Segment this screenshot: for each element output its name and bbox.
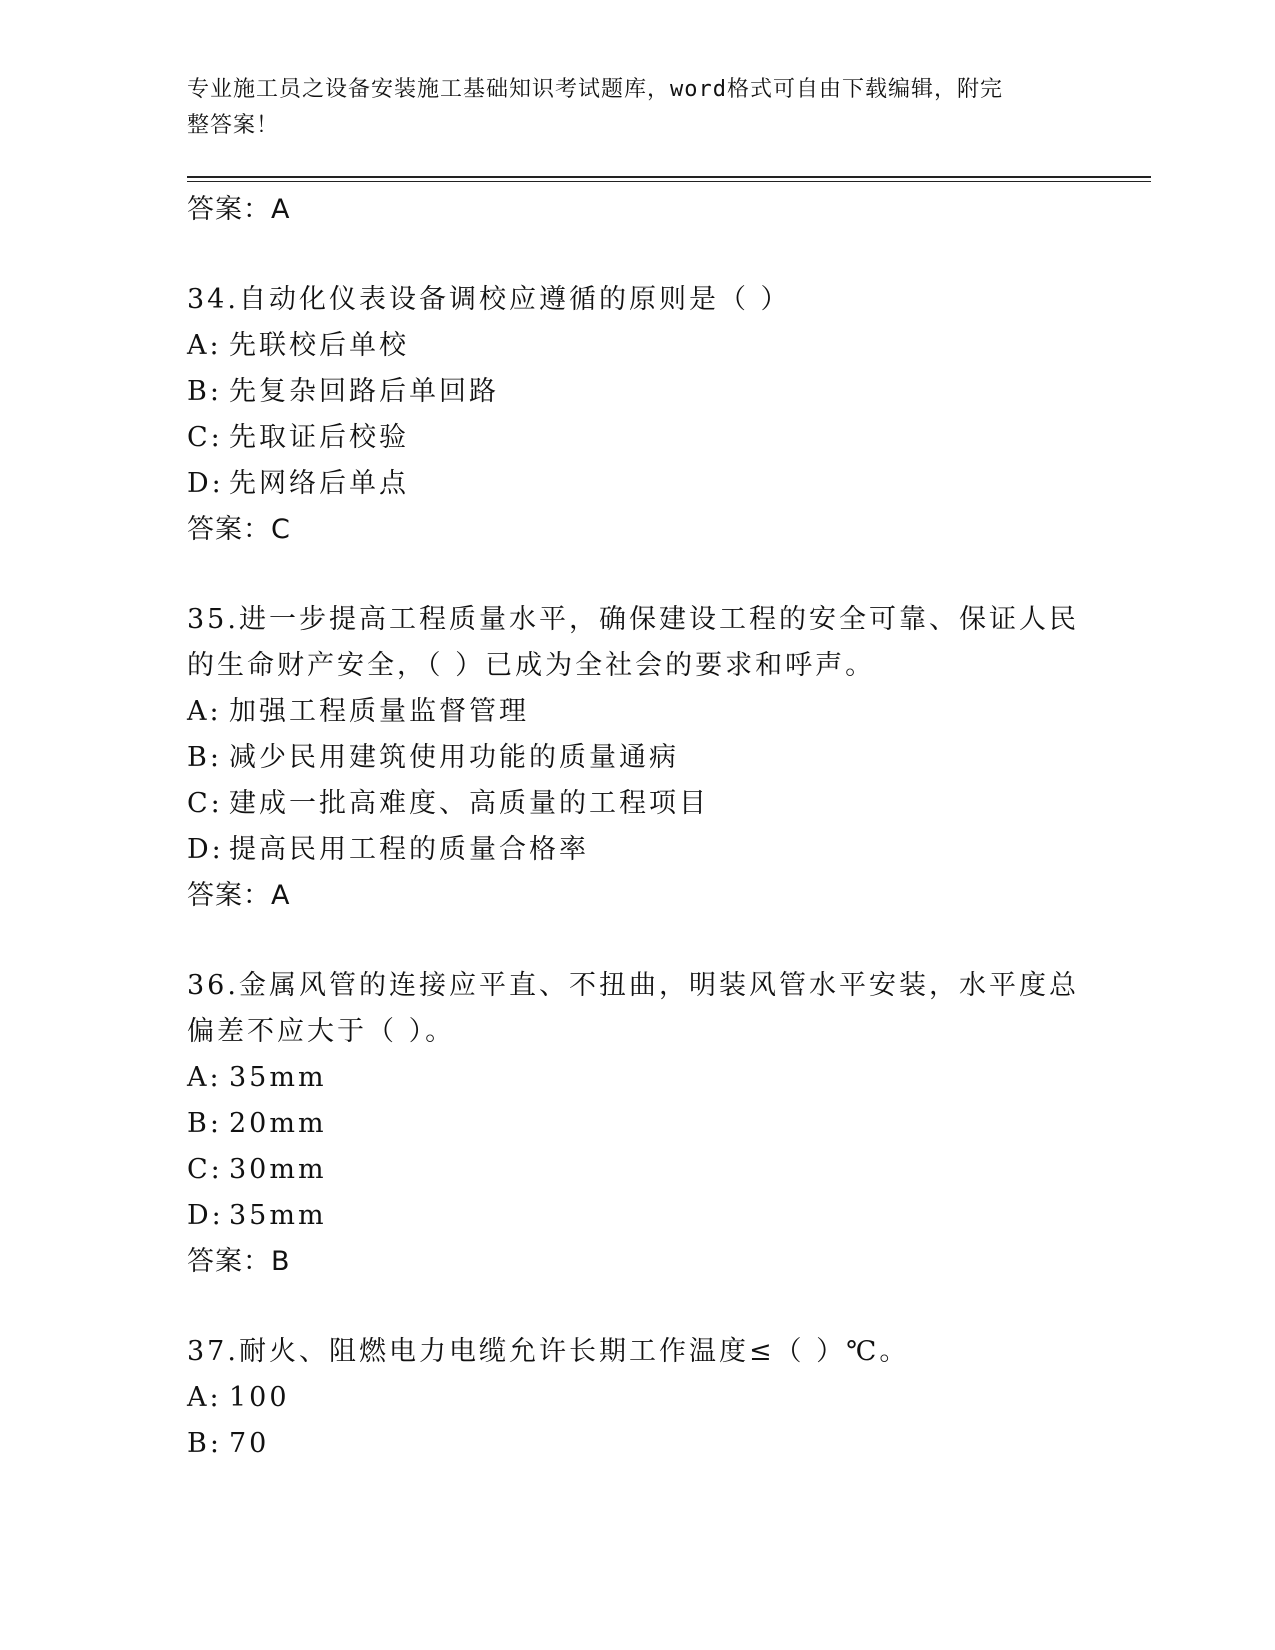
option-letter: D: bbox=[187, 834, 224, 865]
option-text: 先取证后校验 bbox=[229, 422, 409, 453]
option-letter: B: bbox=[187, 1108, 222, 1139]
spacer bbox=[187, 1285, 1087, 1329]
option-c bbox=[187, 781, 1087, 827]
question-stem: 34.自动化仪表设备调校应遵循的原则是（ ） bbox=[187, 284, 791, 315]
option-letter: D: bbox=[187, 468, 224, 499]
question-item bbox=[187, 1329, 1087, 1467]
option-letter: C: bbox=[187, 1154, 223, 1185]
option-b bbox=[187, 735, 1087, 781]
question-list bbox=[187, 187, 1087, 1467]
option-text: 先网络后单点 bbox=[229, 468, 409, 499]
option-text: 先复杂回路后单回路 bbox=[229, 376, 499, 407]
option-text: 提高民用工程的质量合格率 bbox=[229, 834, 589, 865]
answer-line: 答案：B bbox=[187, 1246, 291, 1277]
option-text: 35mm bbox=[229, 1200, 327, 1231]
option-text: 70 bbox=[229, 1428, 270, 1459]
spacer bbox=[187, 553, 1087, 597]
spacer bbox=[187, 233, 1087, 277]
option-letter: B: bbox=[187, 1428, 222, 1459]
option-c bbox=[187, 1147, 1087, 1193]
question-item bbox=[187, 277, 1087, 553]
header-line-2: 整答案！ bbox=[187, 113, 280, 138]
option-letter: B: bbox=[187, 376, 222, 407]
question-item bbox=[187, 597, 1087, 919]
option-d bbox=[187, 461, 1087, 507]
spacer bbox=[187, 919, 1087, 963]
header-divider-thin bbox=[187, 181, 1151, 182]
header-line-1: 专业施工员之设备安装施工基础知识考试题库，word格式可自由下载编辑，附完 bbox=[187, 77, 1003, 102]
option-text: 20mm bbox=[229, 1108, 327, 1139]
option-b bbox=[187, 1421, 1087, 1467]
option-letter: B: bbox=[187, 742, 222, 773]
option-a bbox=[187, 1055, 1087, 1101]
option-text: 加强工程质量监督管理 bbox=[229, 696, 529, 727]
question-stem: 36.金属风管的连接应平直、不扭曲，明装风管水平安装，水平度总偏差不应大于（ ）。 bbox=[187, 970, 1079, 1047]
answer-line: 答案：A bbox=[187, 880, 291, 911]
option-a bbox=[187, 323, 1087, 369]
option-text: 35mm bbox=[229, 1062, 327, 1093]
option-a bbox=[187, 1375, 1087, 1421]
previous-answer: 答案：A bbox=[187, 194, 291, 225]
option-b bbox=[187, 1101, 1087, 1147]
option-text: 100 bbox=[229, 1382, 290, 1413]
option-text: 减少民用建筑使用功能的质量通病 bbox=[229, 742, 679, 773]
option-letter: A: bbox=[187, 330, 222, 361]
question-stem: 35.进一步提高工程质量水平，确保建设工程的安全可靠、保证人民的生命财产安全，（ ）已成为全社会的要求和呼声。 bbox=[187, 604, 1079, 681]
option-letter: A: bbox=[187, 1382, 222, 1413]
option-letter: A: bbox=[187, 696, 222, 727]
option-b bbox=[187, 369, 1087, 415]
option-letter: C: bbox=[187, 422, 223, 453]
option-c bbox=[187, 415, 1087, 461]
option-letter: D: bbox=[187, 1200, 224, 1231]
option-letter: C: bbox=[187, 788, 223, 819]
option-letter: A: bbox=[187, 1062, 222, 1093]
question-stem: 37.耐火、阻燃电力电缆允许长期工作温度≤（ ）℃。 bbox=[187, 1336, 910, 1367]
question-item bbox=[187, 963, 1087, 1285]
option-a bbox=[187, 689, 1087, 735]
document-header bbox=[187, 72, 1067, 144]
option-text: 30mm bbox=[229, 1154, 327, 1185]
option-d bbox=[187, 1193, 1087, 1239]
option-text: 建成一批高难度、高质量的工程项目 bbox=[229, 788, 709, 819]
option-d bbox=[187, 827, 1087, 873]
answer-line: 答案：C bbox=[187, 514, 291, 545]
option-text: 先联校后单校 bbox=[229, 330, 409, 361]
header-divider-thick bbox=[187, 176, 1151, 178]
